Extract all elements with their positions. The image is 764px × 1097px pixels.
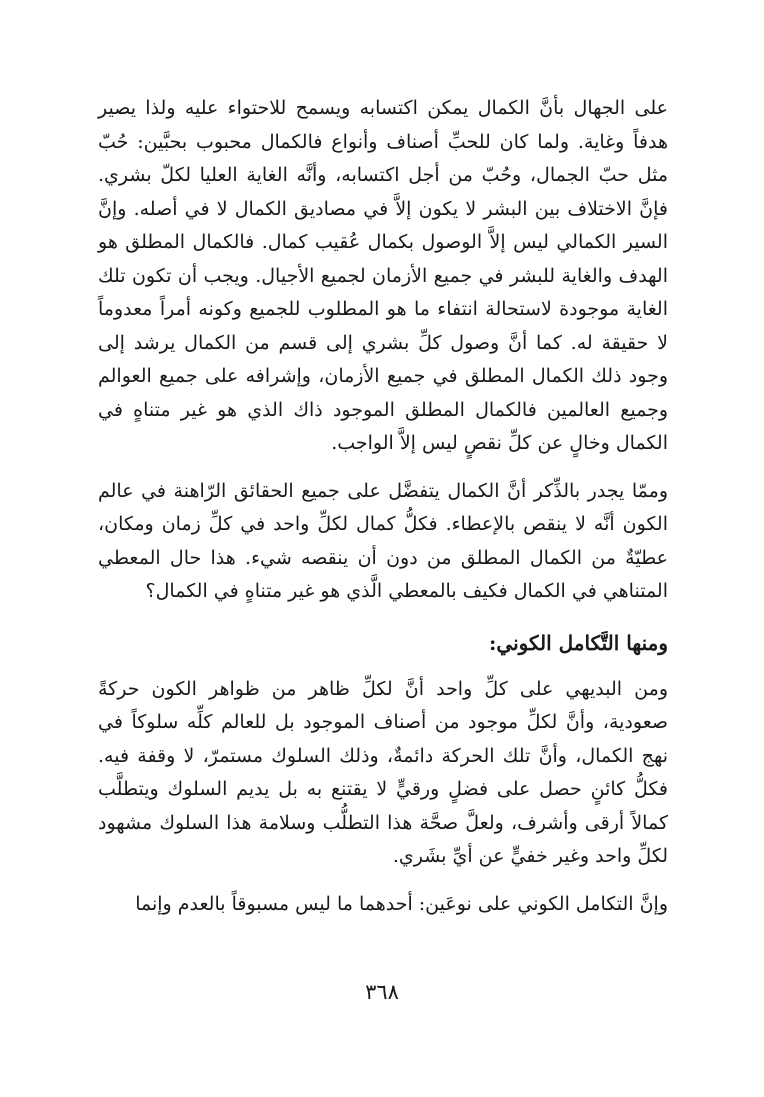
paragraph-perfection-giving: وممّا يجدر بالذِّكر أنَّ الكمال يتفضَّل على جميع الحقائق الرّاهنة في عالم الكون أنَّه لا ينقص بالإعطاء. فكلُّ كمال لكلِّ واحد في كلِّ زمان ومكان، عطيّةٌ من الكمال المطلق من دون أن ينقصه شيء. هذا حال المعطي المتناهي في الكمال فكيف بالمعطي الَّذي هو غير متناهٍ في الكمال؟ (98, 479, 668, 602)
page-number: ٣٦٨ (365, 980, 399, 1004)
paragraph-cosmic-types: وإنَّ التكامل الكوني على نوعَين: أحدهما ما ليس مسبوقاً بالعدم وإنما (135, 892, 668, 915)
paragraph-perfection-goal: على الجهال بأنَّ الكمال يمكن اكتسابه ويسمح للاحتواء عليه ولذا يصير هدفاً وغاية. ولما كان للحبِّ أصناف وأنواع فالكمال محبوب بحبَّين: حُبّ مثل حبّ الجمال، وحُبّ من أجل اكتسابه، وأنَّه الغاية العليا لكلّ بشري. فإنَّ الاختلاف بين البشر لا يكون إلاَّ في مصاديق الكمال لا في أصله. وإنَّ السير الكمالي ليس إلاَّ الوصول بكمال عُقيب كمال. فالكمال المطلق هو الهدف والغاية للبشر في جميع الأزمان لجميع الأجيال. ويجب أن تكون تلك الغاية موجودة لاستحالة انتفاء ما هو المطلوب للجميع وكونه أمراً معدوماً لا حقيقة له. كما أنَّ وصول كلِّ بشري إلى قسم من الكمال يرشد إلى وجود ذلك الكمال المطلق في جميع الأزمان، وإشرافه على جميع العوالم وجميع العالمين فالكمال المطلق الموجود ذاك الذي هو غير متناهٍ في الكمال وخالٍ عن كلِّ نقصٍ ليس إلاَّ الواجب. (98, 97, 668, 454)
section-heading: ومنها التَّكامل الكوني: (489, 630, 668, 655)
paragraph-cosmic-movement: ومن البديهي على كلِّ واحد أنَّ لكلِّ ظاهر من ظواهر الكون حركةً صعودية، وأنَّ لكلِّ موجود من أصناف الموجود بل للعالم كلِّه سلوكاً في نهج الكمال، وأنَّ تلك الحركة دائمةٌ، وذلك السلوك مستمرّ، لا وقفة فيه. فكلُّ كائنٍ حصل على فضلٍ ورقيٍّ لا يقتنع به بل يديم السلوك ويتطلَّب كمالاً أرقى وأشرف، ولعلَّ صحَّة هذا التطلُّب وسلامة هذا السلوك مشهود لكلِّ واحد وغير خفيٍّ عن أيِّ بشَري. (98, 677, 668, 867)
